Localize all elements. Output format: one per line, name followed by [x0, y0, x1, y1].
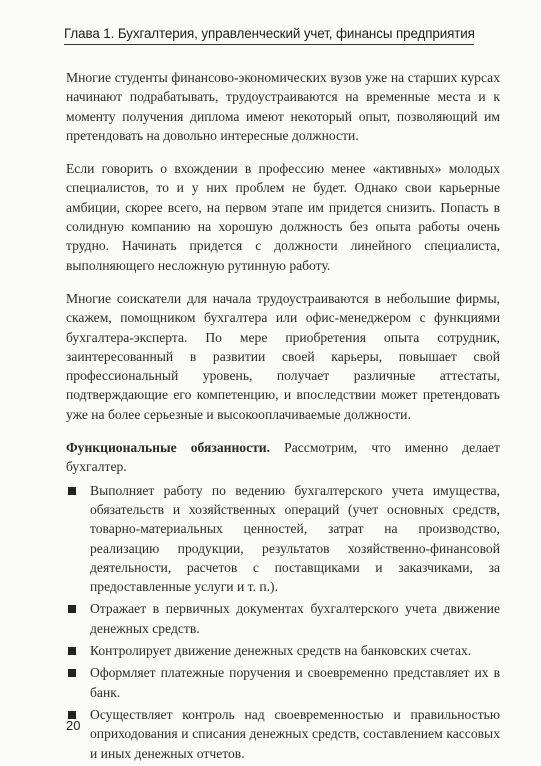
- page-body: [66, 68, 500, 766]
- list-item: Выполняет работу по ведению бухгалтерского учета имущества, обязательств и хозяйственных операций (учет основных средств, товарно-материальных ценностей, затрат на производство, реализацию продукции, результатов хозяйственно-финансовой деятельности, расчетов с поставщиками и заказчиками, за предоставленные услуги и т. п.).: [66, 481, 500, 597]
- duties-list: [66, 481, 500, 763]
- square-bullet-icon: [68, 605, 76, 613]
- paragraph-duties: [66, 438, 500, 477]
- list-item: Оформляет платежные поручения и своевременно представляет их в банк.: [66, 663, 500, 702]
- paragraph-young-specialists: Если говорить о вхождении в профессию менее «активных» молодых специалистов, то и у них проблем не будет. Однако свои карьерные амбиции, скорее всего, на первом этапе им придется снизить. Попасть в солидную компанию на хорошую должность без опыта работы очень трудно. Начинать придется с должности линейного специалиста, выполняющего несложную рутинную работу.: [66, 161, 500, 273]
- page-number: 20: [66, 718, 81, 733]
- running-header: Глава 1. Бухгалтерия, управленческий учет, финансы предприятия: [64, 26, 474, 45]
- duties-intro: Рассмотрим, что именно делает бухгалтер.: [66, 440, 500, 475]
- square-bullet-icon: [68, 647, 76, 655]
- paragraph-intro: Многие студенты финансово-экономических вузов уже на старших курсах начинают подрабатывать, трудоустраиваются на временные места и к моменту получения диплома имеют некоторый опыт, позволяющий им претендовать на довольно интересные должности.: [66, 70, 500, 143]
- paragraph-career-growth: Многие соискатели для начала трудоустраиваются в небольшие фирмы, скажем, помощником бухгалтера или офис-менеджером с функциями бухгалтера-эксперта. По мере приобретения опыта сотрудник, заинтересованный в развитии своей карьеры, повышает свой профессиональный уровень, получает различные аттестаты, подтверждающие его компетенцию, и впоследствии может претендовать уже на более серьезные и высокооплачиваемые должности.: [66, 290, 500, 422]
- square-bullet-icon: [68, 669, 76, 677]
- square-bullet-icon: [68, 487, 76, 495]
- duties-heading: Функциональные обязанности.: [66, 440, 271, 456]
- list-item: Отражает в первичных документах бухгалтерского учета движение денежных средств.: [66, 599, 500, 638]
- list-item: Контролирует движение денежных средств на банковских счетах.: [66, 641, 500, 660]
- list-item: Осуществляет контроль над своевременностью и правильностью оприходования и списания денежных средств, составлением кассовых и иных денежных отчетов.: [66, 705, 500, 763]
